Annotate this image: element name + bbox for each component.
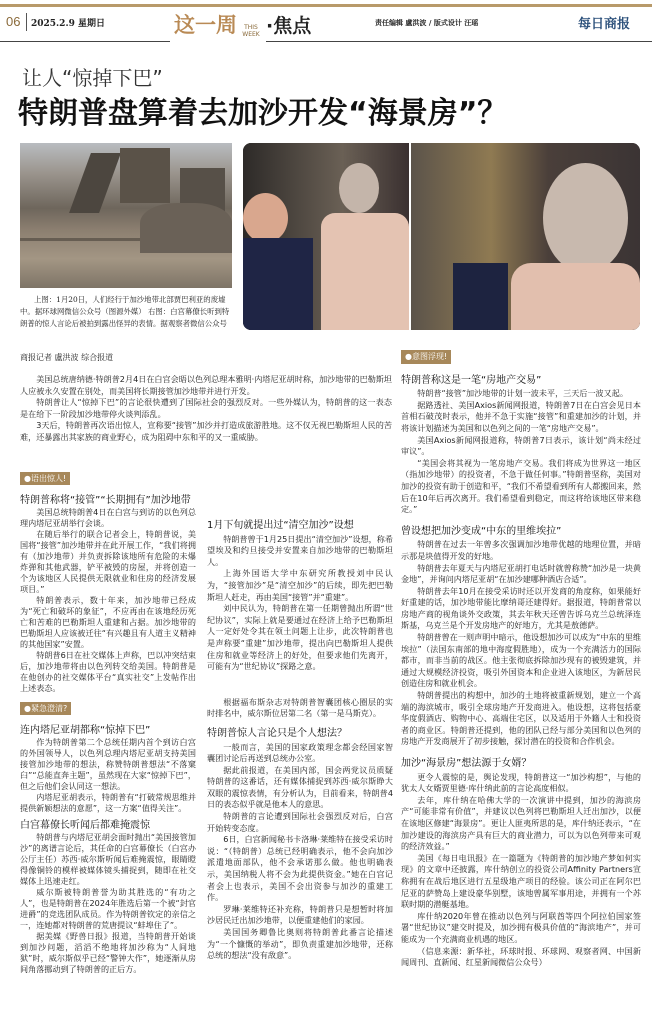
subheading: 白宫幕僚长听闻后都难掩震惊 (20, 820, 150, 831)
divider (0, 41, 170, 42)
paragraph: 威尔斯被特朗普誉为助其胜选的“有功之人”，也是特朗普在2024年胜选后第一个被“封官进爵”的竞选团队成员。作为特朗普钦定的亲信之一，连她都对特朗普的荒唐提议“蚌埠住了”。 (20, 887, 196, 930)
section-tag: ●紧急澄清? (20, 702, 71, 715)
paragraph: 特朗普曾于1月25日提出“清空加沙”设想，称希望埃及和约旦接受并安置来自加沙地带的巴勒斯坦人。 (207, 533, 393, 567)
paragraph: 特朗普与内塔尼亚胡会面时抛出“美国接管加沙”的离谱言论后，其任命的白宫幕僚长（白宫办公厅主任）苏西·威尔斯听闻后难掩震惊，眼睛瞪得像铜铃的模样被媒体镜头捕捉到，随即在社交媒体上迅速走红。 (20, 832, 196, 886)
article-intro (20, 374, 392, 444)
paragraph: 作为特朗普第二个总统任期内首个到访白宫的外国领导人，以色列总理内塔尼亚胡支持美国接管加沙地带的想法，称赞特朗普想法“不落窠臼”“总能直奔主题”，虽然现在大家“惊掉下巴”，但之后他们会认同这一想法。 (20, 737, 196, 791)
paragraph: 一般而言，美国的国家政策理念都会经国家智囊团讨论后再送到总统办公室。 (207, 741, 393, 764)
subheading: 连内塔尼亚胡都称“惊掉下巴” (20, 725, 151, 736)
paragraph: 库什纳2020年曾在推动以色列与阿联酋等四个阿拉伯国家签署“世纪协议”建交时提及，加沙拥有极具价值的“海滨地产”，并可能成为一个充满商业机遇的地区。 (401, 910, 641, 944)
paragraph: 据路透社、美国Axios新闻网报道，特朗普7日在白宫会见日本首相石破茂时表示，他并不急于实施“接管”和重建加沙的计划，并将该计划描述为美国和以色列之间的一笔“房地产交易”。 (401, 399, 641, 433)
paragraph: 去年，库什纳在哈佛大学的一次演讲中提到，加沙的海滨房产“可能非常有价值”，并建议以色列将巴勒斯坦人迁出加沙，以便在该地区修建“海景房”。更让人匪夷所思的是，库什纳还表示，“在加沙建设的海滨房产具有巨大的商业潜力，可以为以色列带来可观的经济效益。” (401, 794, 641, 852)
paragraph: 特朗普提出的构想中，加沙的土地将被重新规划，建立一个高端的海滨城市，吸引全球房地产开发商进入。他设想，这将包括豪华度假酒店、购物中心、高端住宅区，以及适用于外籍人士和投资者的商业区。特朗普还提到，他的团队已经与部分美国和以色列的房地产开发商展开了初步接触，探讨潜在的投资和合作机会。 (401, 690, 641, 747)
photo-caption: 上图：1月20日，人们经行于加沙地带北部贾巴利亚的废墟中。据环球网微信公众号（图源外媒） 右图：白宫幕僚长听到特朗普的惊人言论后被拍到露出怪异的表情。据观察者微信公众号 (20, 295, 230, 328)
paragraph: 美国国务卿鲁比奥则将特朗普此番言论描述为“一个慷慨的举动”，即负责重建加沙地带，还称总统的想法“没有敌意”。 (207, 927, 393, 961)
top-rule (0, 4, 652, 7)
paragraph: 3天后，特朗普再次语出惊人，宣称要“接管”加沙并打造成旅游胜地。这不仅无视巴勒斯坦人民的苦难，还暴露出其家族的商业野心，成为阻碍中东和平的又一重威胁。 (20, 420, 392, 442)
column-middle (207, 496, 393, 962)
paragraph: “美国会将其视为一笔房地产交易。我们将成为世界这一地区（指加沙地带）的投资者，不急于做任何事。”特朗普坚称，美国对加沙的投资有助于创造和平，“我们不希望看到所有人都搬回来，然后在10年后再次离开。我们希望看到稳定，而这将给该地区带来稳定。” (401, 457, 641, 515)
paragraph: 特朗普“接管”加沙地带的计划一波未平，三天后一波又起。 (417, 388, 628, 399)
subheading: 特朗普称这是一笔“房地产交易” (401, 374, 542, 386)
paragraph: 刘中民认为，特朗普在第一任期曾抛出所谓“世纪协议”，实际上就是要通过在经济上给予巴勒斯坦人一定好处令其在领土问题上让步，此次特朗普也是声称要“重建”加沙地带，提出向巴勒斯坦人提供住房和就业等经济上的好处，但要求他们先离开，可能有为“世纪协议”探路之意。 (207, 603, 393, 672)
paragraph: 特朗普的言论遭到国际社会强烈反对后，白宫开始转变态度。 (207, 811, 393, 833)
column-right (401, 350, 641, 969)
newspaper-logo: 每日商报 (578, 17, 631, 32)
paragraph: 特朗普6日在社交媒体上声称，巴以冲突结束后，加沙地带将由以色列转交给美国。特朗普是在他创办的社交媒体平台“真实社交”上发帖作出上述表态。 (20, 650, 196, 693)
paragraph: 特朗普去年夏天与内塔尼亚胡打电话时就曾称赞“加沙是一块黄金地”，并询问内塔尼亚胡“在加沙建哪种酒店合适”。 (401, 562, 641, 585)
headline: 特朗普盘算着去加沙开发“海景房”？ (18, 96, 508, 131)
page-number: 06 (6, 14, 21, 29)
subheading: 特朗普惊人言论只是个人想法？ (207, 727, 347, 739)
paragraph: 特朗普让人“惊掉下巴”的言论很快遭到了国际社会的强烈反对。一些外媒认为，特朗普的这一表态是在给下一阶段加沙地带停火谈判添乱。 (20, 397, 392, 419)
paragraph: 特朗普表示，数十年来，加沙地带已经成为“死亡和破坏的象征”，不应再由在该地经历死亡和苦难的巴勒斯坦人重建和占据。加沙地带的巴勒斯坦人应该被迁往“有兴趣且有人道主义精神的其他国家”安置。 (20, 595, 196, 649)
section-tag: ●意图浮现! (401, 350, 451, 364)
section-title: 这一周 (174, 13, 237, 37)
subheading: 1月下旬就提出过“清空加沙”设想 (207, 520, 354, 531)
this-week-label: THIS WEEK (242, 24, 260, 38)
column-left (20, 472, 196, 975)
paragraph: 上海外国语大学中东研究所教授刘中民认为，“接管加沙”是“清空加沙”的后续，即先把巴勒斯坦人赶走，再由美国“接管”并“重建”。 (207, 568, 393, 602)
white-house-photo (243, 143, 640, 330)
paragraph: 6日，白宫新闻秘书卡洛琳·莱维特在接受采访时说：“（特朗普）总统已经明确表示，他不会向加沙派遣地面部队，他不会承诺那么做。他也明确表示，美国纳税人将不会为此提供资金。”她在白宫记者会上也表示，美国不会出资参与加沙的重建工作。 (207, 834, 393, 903)
paragraph: 根据福布斯杂志对特朗普智囊团核心圈层的实时排名中，威尔斯位居第二名（第一是马斯克）。 (207, 696, 393, 719)
subsection-title: ·焦点 (266, 15, 312, 37)
paragraph: 特朗普去年10月在接受采访时还以开发商的角度称，如果能好好重建的话，加沙地带能比摩纳哥还建得好。据报道，特朗普常以房地产商的视角谈外交政策，其去年秋天还曾告诉乌克兰总统泽连斯基，乌克兰是个开发房地产的好地方，尤其是敖德萨。 (401, 585, 641, 631)
page-header (0, 10, 652, 40)
paragraph: 罗琳·莱维特还补充称，特朗普只是想暂时将加沙居民迁出加沙地带，以便重建他们的家园。 (207, 903, 393, 926)
subheading: 曾设想把加沙变成“中东的里维埃拉” (401, 525, 562, 537)
paragraph: 美国总统特朗普4日在白宫与到访的以色列总理内塔尼亚胡举行会谈。 (20, 507, 196, 528)
kicker: 让人“惊掉下巴” (22, 66, 163, 90)
paragraph: 美国Axios新闻网报道称，特朗普7日表示，该计划“尚未经过审议”。 (401, 434, 641, 457)
paragraph: 特朗普在过去一年曾多次强调加沙地带优越的地理位置，并暗示那是块值得开发的好地。 (401, 539, 641, 561)
paragraph: 内塔尼亚胡表示，特朗普有“打破常规思维并提供新颖想法的意愿”，这一方案“值得关注”。 (20, 792, 196, 813)
subheading: 特朗普称将“接管”“长期拥有”加沙地带 (20, 495, 191, 506)
section-tag: ●语出惊人! (20, 472, 70, 485)
paragraph: 据美媒《野兽日报》报道，当特朗普开始谈到加沙问题，滔滔不绝地将加沙称为“人间地狱”时，威尔斯似乎已经“警钟大作”，她逐渐从房间角落挪动到了特朗普的正后方。 (20, 931, 196, 974)
issue-date: 2025.2.9 星期日 (31, 19, 105, 29)
subheading: 加沙“海景房”想法源于女婿？ (401, 758, 532, 769)
paragraph: 据此前报道，在美国内部，国会两党议员质疑特朗普的这番话，还有媒体捕捉到苏西·威尔斯睁大双眼的震惊表情，有分析认为，目前看来，特朗普4日的表态似乎就是他本人的意思。 (207, 764, 393, 810)
paragraph: 美国总统唐纳德·特朗普2月4日在白宫会晤以色列总理本雅明·内塔尼亚胡时称，加沙地带的巴勒斯坦人应被永久安置在别处，而美国将长期接管加沙地带并进行开发。 (20, 374, 392, 396)
divider (266, 41, 652, 42)
gaza-ruins-photo (20, 143, 232, 288)
editor-credit: 责任编辑 盧洪波 / 版式设计 汪瑶 (375, 19, 479, 27)
paragraph: 特朗普曾在一则声明中暗示，他设想加沙可以成为“中东的里维埃拉”（法国东南部的地中海度假胜地），成为一个充满活力的国际都市，而非当前的战区。他主张彻底拆除加沙现有的被毁建筑，并通过大规模经济投资，吸引外国资本和企业进入该地区，为新居民创造住房和就业机会。 (401, 632, 641, 689)
paragraph: 更令人震惊的是，舆论发现，特朗普这一“加沙构想”，与他的犹太人女婿贾里德·库什纳此前的言论高度相似。 (401, 771, 641, 794)
divider (26, 13, 27, 31)
source-note: （信息来源：新华社，环球时报、环球网、观察者网、中国新闻周刊、直新闻、红星新闻微信公众号） (401, 945, 641, 968)
byline: 商报记者 盧洪波 综合报道 (20, 353, 114, 362)
paragraph: 美国《每日电讯报》在一篇题为《特朗普的加沙地产梦如何实现》的文章中还披露，库什纳创立的投资公司Affinity Partners宣称拥有在战后地区进行五星级地产项目的经验。该公司正在阿尔巴尼亚的萨赞岛上建设豪华别墅，该地曾属军事用途，并拥有一个苏联时期的潜艇基地。 (401, 852, 641, 910)
paragraph: 在随后举行的联合记者会上，特朗普说，美国将“接管”加沙地带并在此开展工作，“我们将拥有（加沙地带）并负责拆除该地所有危险的未爆炸弹和其他武器，铲平被毁的房屋，并将创造一个为该地区人民提供无限就业和住房的经济发展项目。” (20, 529, 196, 594)
